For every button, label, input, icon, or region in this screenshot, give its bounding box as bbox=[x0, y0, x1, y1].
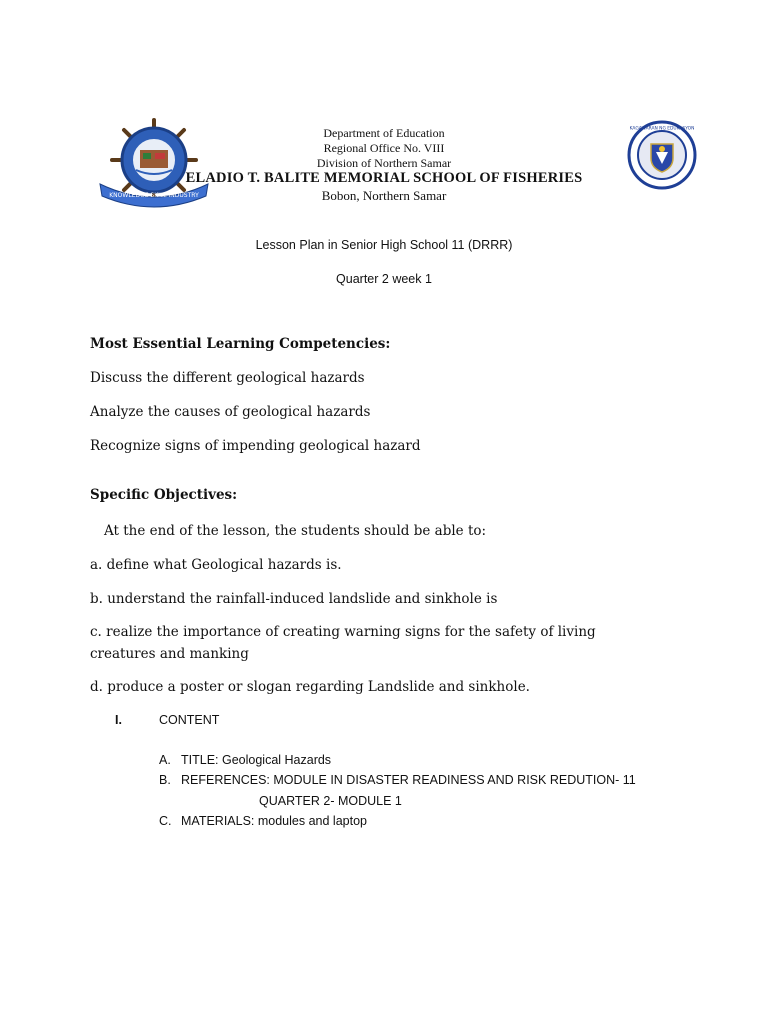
school-address: Bobon, Northern Samar bbox=[321, 188, 447, 203]
objectives-heading: Specific Objectives: bbox=[90, 487, 238, 503]
content-item-references-cont: QUARTER 2- MODULE 1 bbox=[259, 794, 402, 808]
content-item-materials: MATERIALS: modules and laptop bbox=[181, 814, 367, 828]
objective-item: c. realize the importance of creating warning signs for the safety of living creatures and manking bbox=[90, 624, 596, 662]
content-item-letter: A. bbox=[159, 753, 171, 767]
school-name: ELADIO T. BALITE MEMORIAL SCHOOL OF FISHERIES bbox=[185, 170, 583, 186]
seal-text: KAGAWARAN NG EDUKASYON bbox=[629, 126, 695, 132]
content-item-references: REFERENCES: MODULE IN DISASTER READINESS AND RISK REDUTION- 11 bbox=[181, 773, 636, 787]
content-heading: CONTENT bbox=[159, 713, 220, 727]
objectives-intro: At the end of the lesson, the students should be able to: bbox=[104, 523, 487, 539]
objective-item: b. understand the rainfall-induced landslide and sinkhole is bbox=[90, 591, 498, 607]
competency-item: Analyze the causes of geological hazards bbox=[90, 404, 371, 420]
content-item-title: TITLE: Geological Hazards bbox=[181, 753, 332, 767]
content-item-letter: B. bbox=[159, 773, 171, 787]
objective-item: a. define what Geological hazards is. bbox=[90, 557, 342, 573]
section-numeral: I. bbox=[115, 713, 122, 727]
division-line: Division of Northern Samar bbox=[316, 156, 452, 170]
left-logo-banner-text: KNOWLEDGE SKILL INDUSTRY bbox=[109, 192, 199, 199]
competency-item: Discuss the different geological hazards bbox=[90, 370, 365, 386]
content-item-letter: C. bbox=[159, 814, 172, 828]
objective-item: d. produce a poster or slogan regarding Landslide and sinkhole. bbox=[90, 679, 530, 695]
region-line: Regional Office No. VIII bbox=[323, 141, 445, 155]
department-line: Department of Education bbox=[323, 126, 445, 140]
competency-item: Recognize signs of impending geological hazard bbox=[90, 438, 421, 454]
quarter-label: Quarter 2 week 1 bbox=[336, 272, 432, 286]
lesson-title: Lesson Plan in Senior High School 11 (DRRR) bbox=[255, 238, 513, 252]
competencies-heading: Most Essential Learning Competencies: bbox=[90, 336, 391, 352]
